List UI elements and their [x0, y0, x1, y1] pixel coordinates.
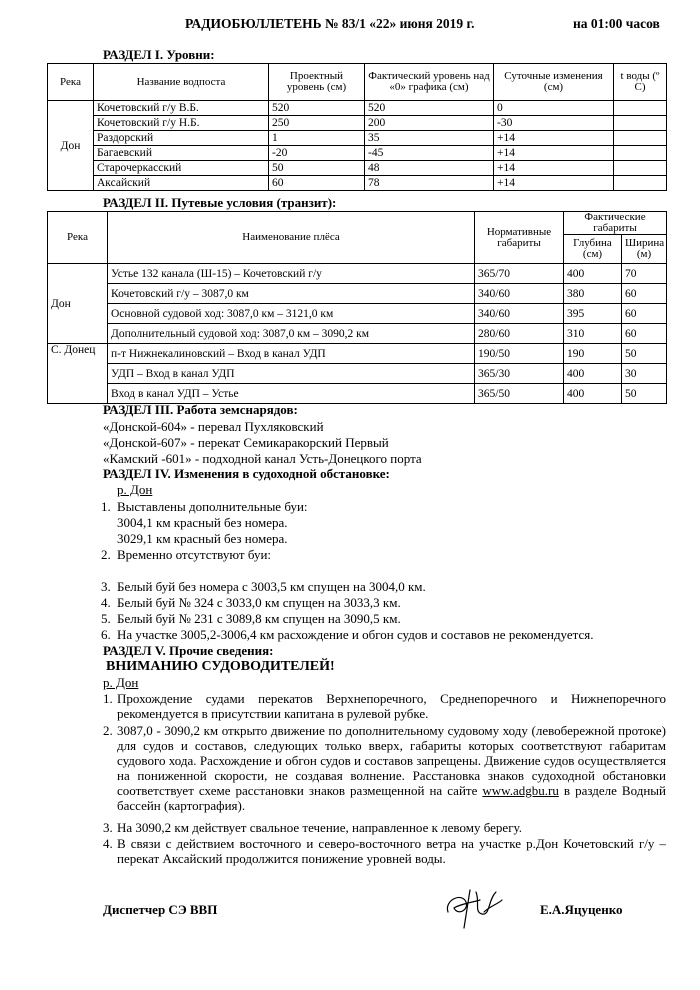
river-cell: С. Донец — [48, 344, 108, 404]
section3-title: РАЗДЕЛ III. Работа земснарядов: — [103, 402, 298, 417]
design-level: 50 — [269, 161, 365, 176]
list-item: 3004,1 км красный без номера. — [117, 515, 288, 530]
post-name: Кочетовский г/у Н.Б. — [94, 116, 269, 131]
notice-text: в разделе Водный бассейн (картография). — [117, 783, 666, 813]
depth: 190 — [564, 344, 622, 364]
list-item-number: 6. — [101, 627, 111, 642]
daily-change: -30 — [494, 116, 614, 131]
levels-table — [47, 63, 667, 191]
list-item: Белый буй № 231 с 3089,8 км спущен на 3090,5 км. — [117, 611, 401, 626]
notice-text: Прохождение судами перекатов Верхнепоречного, Среднепоречного и Нижнепоречного рекомендуется в присутствии капитана в рулевой рубке. — [117, 691, 666, 721]
daily-change: +14 — [494, 161, 614, 176]
width: 60 — [622, 284, 667, 304]
design-level: 1 — [269, 131, 365, 146]
design-level: -20 — [269, 146, 365, 161]
table-row — [48, 176, 667, 191]
normative: 280/60 — [475, 324, 564, 344]
table-row — [48, 364, 667, 384]
col-river: Река — [48, 64, 94, 101]
list-item-number: 1. — [101, 499, 111, 514]
table-row — [48, 284, 667, 304]
notice-text: В связи с действием восточного и северо-восточного ветра на участке р.Дон Кочетовский г/у – перекат Аксайский продолжится понижение уровней воды. — [117, 836, 666, 866]
col-water-temp: t воды (º С) — [614, 64, 667, 101]
depth: 395 — [564, 304, 622, 324]
normative: 340/60 — [475, 304, 564, 324]
col-river: Река — [48, 212, 108, 264]
reach-name: п-т Нижнекалиновский – Вход в канал УДП — [108, 344, 475, 364]
actual-level: 48 — [365, 161, 494, 176]
list-item-number: 2. — [103, 723, 113, 738]
depth: 400 — [564, 384, 622, 404]
list-item-number: 4. — [101, 595, 111, 610]
design-level: 60 — [269, 176, 365, 191]
normative: 365/70 — [475, 264, 564, 284]
actual-level: 78 — [365, 176, 494, 191]
table-row — [48, 324, 667, 344]
daily-change: +14 — [494, 176, 614, 191]
section5-river: р. Дон — [103, 675, 139, 690]
water-temp — [614, 146, 667, 161]
depth: 310 — [564, 324, 622, 344]
table-row — [48, 101, 667, 116]
col-daily-change: Суточные изменения (см) — [494, 64, 614, 101]
post-name: Старочеркасский — [94, 161, 269, 176]
col-actual: Фактические габариты — [564, 212, 667, 235]
col-width: Ширина (м) — [622, 235, 667, 264]
col-post-name: Название водпоста — [94, 64, 269, 101]
list-item: Белый буй № 324 с 3033,0 км спущен на 3033,3 км. — [117, 595, 401, 610]
post-name: Аксайский — [94, 176, 269, 191]
post-name: Кочетовский г/у В.Б. — [94, 101, 269, 116]
actual-level: 35 — [365, 131, 494, 146]
dredger-line: «Донской-607» - перекат Семикаракорский Первый — [103, 435, 389, 450]
daily-change: +14 — [494, 131, 614, 146]
actual-level: 520 — [365, 101, 494, 116]
reach-name: Кочетовский г/у – 3087,0 км — [108, 284, 475, 304]
river-cell: Дон — [48, 101, 94, 191]
signature — [440, 882, 510, 932]
water-temp — [614, 101, 667, 116]
list-item-number: 3. — [101, 579, 111, 594]
width: 50 — [622, 384, 667, 404]
list-item-number: 3. — [103, 820, 113, 835]
actual-level: -45 — [365, 146, 494, 161]
design-level: 520 — [269, 101, 365, 116]
list-item-number: 1. — [103, 691, 113, 706]
list-item: Временно отсутствуют буи: — [117, 547, 272, 562]
normative: 365/30 — [475, 364, 564, 384]
reach-name: Устье 132 канала (Ш-15) – Кочетовский г/у — [108, 264, 475, 284]
list-item: Выставлены дополнительные буи: — [117, 499, 308, 514]
table-row — [48, 131, 667, 146]
water-temp — [614, 176, 667, 191]
section4-river: р. Дон — [117, 482, 153, 497]
daily-change: +14 — [494, 146, 614, 161]
col-depth: Глубина (см) — [564, 235, 622, 264]
list-item-number: 2. — [101, 547, 111, 562]
dispatcher-name: Е.А.Яцуценко — [540, 902, 623, 917]
dispatcher-position: Диспетчер СЭ ВВП — [103, 902, 218, 917]
website-link[interactable]: www.adgbu.ru — [482, 783, 559, 798]
normative: 340/60 — [475, 284, 564, 304]
notice-text: 3087,0 - 3090,2 км открыто движение по дополнительному судовому ходу (левобережной протоке) для судов и составов, следующих только вверх, габариты которых соответствуют габаритам судового хода. Расхождение и обгон судов и составов запрещены. Движение судов осуществляется на пониженной скорости, не создавая волнение. Расстановка знаков судоходной обстановки соответствует схеме расстановки знаков размещенной на сайте — [117, 723, 666, 798]
normative: 190/50 — [475, 344, 564, 364]
list-item: На участке 3005,2-3006,4 км расхождение и обгон судов и составов не рекомендуется. — [117, 627, 594, 642]
reach-name: УДП – Вход в канал УДП — [108, 364, 475, 384]
depth: 400 — [564, 264, 622, 284]
depth: 380 — [564, 284, 622, 304]
section2-title: РАЗДЕЛ II. Путевые условия (транзит): — [103, 195, 337, 210]
reach-name: Вход в канал УДП – Устье — [108, 384, 475, 404]
water-temp — [614, 161, 667, 176]
table-row — [48, 161, 667, 176]
river-cell: Дон — [48, 264, 108, 344]
reach-name: Основной судовой ход: 3087,0 км – 3121,0 км — [108, 304, 475, 324]
notice-paragraph — [103, 723, 666, 813]
notice-text: На 3090,2 км действует свальное течение, направленное к левому берегу. — [117, 820, 522, 835]
bulletin-time: на 01:00 часов — [573, 16, 660, 31]
section1-title: РАЗДЕЛ I. Уровни: — [103, 47, 215, 62]
notice-paragraph — [103, 691, 666, 721]
table-row — [48, 264, 667, 284]
col-design-level: Проектный уровень (см) — [269, 64, 365, 101]
section5-title: РАЗДЕЛ V. Прочие сведения: — [103, 643, 274, 658]
dredger-line: «Камский -601» - подходной канал Усть-Донецкого порта — [103, 451, 422, 466]
table-row — [48, 116, 667, 131]
width: 60 — [622, 304, 667, 324]
width: 70 — [622, 264, 667, 284]
bulletin-title: РАДИОБЮЛЛЕТЕНЬ № 83/1 «22» июня 2019 г. — [185, 16, 475, 31]
list-item-number: 4. — [103, 836, 113, 851]
depth: 400 — [564, 364, 622, 384]
col-normative: Нормативные габариты — [475, 212, 564, 264]
notice-paragraph — [103, 820, 666, 835]
table-row — [48, 146, 667, 161]
design-level: 250 — [269, 116, 365, 131]
width: 60 — [622, 324, 667, 344]
list-item: Белый буй без номера с 3003,5 км спущен на 3004,0 км. — [117, 579, 426, 594]
water-temp — [614, 116, 667, 131]
table-row — [48, 344, 667, 364]
table-row — [48, 384, 667, 404]
col-reach: Наименование плёса — [108, 212, 475, 264]
route-conditions-table — [47, 211, 667, 404]
reach-name: Дополнительный судовой ход: 3087,0 км – 3090,2 км — [108, 324, 475, 344]
daily-change: 0 — [494, 101, 614, 116]
col-actual-level: Фактический уровень над «0» графика (см) — [365, 64, 494, 101]
dredger-line: «Донской-604» - перевал Пухляковский — [103, 419, 324, 434]
list-item-number: 5. — [101, 611, 111, 626]
route-header-row — [48, 212, 667, 235]
post-name: Багаевский — [94, 146, 269, 161]
notice-paragraph — [103, 836, 666, 866]
width: 50 — [622, 344, 667, 364]
levels-header-row — [48, 64, 667, 101]
width: 30 — [622, 364, 667, 384]
list-item: 3029,1 км красный без номера. — [117, 531, 288, 546]
post-name: Раздорский — [94, 131, 269, 146]
table-row — [48, 304, 667, 324]
section4-title: РАЗДЕЛ IV. Изменения в судоходной обстановке: — [103, 466, 390, 481]
water-temp — [614, 131, 667, 146]
attention-heading: ВНИМАНИЮ СУДОВОДИТЕЛЕЙ! — [106, 659, 335, 674]
normative: 365/50 — [475, 384, 564, 404]
actual-level: 200 — [365, 116, 494, 131]
